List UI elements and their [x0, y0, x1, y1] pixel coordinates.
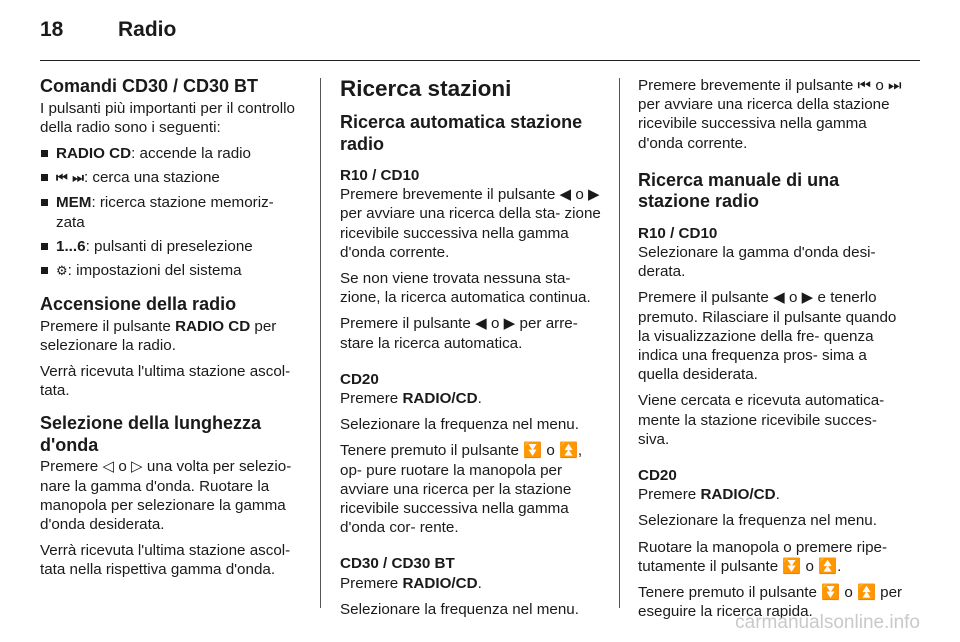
band-paragraph: Premere ◁ o ▷ una volta per selezio- nare la gamma d'onda. Ruotare la manopola per selezionare la gamma d'onda desiderata. — [40, 458, 292, 534]
power-paragraph-2: Verrà ricevuta l'ultima stazione ascol- tata. — [40, 363, 291, 400]
page-header — [40, 18, 920, 48]
manual-cd20-paragraph-1: Premere RADIO/CD. — [638, 486, 780, 504]
manual-cd20-paragraph-2: Selezionare la frequenza nel menu. — [638, 512, 877, 530]
cd30-continued-paragraph: Premere brevemente il pulsante ⏮ o ⏭ per avviare una ricerca della stazione ricevibile successiva nella gamma d'onda corrente. — [638, 77, 902, 152]
header-rule — [40, 60, 920, 61]
model-heading-cd20: CD20 — [638, 467, 677, 485]
r10-paragraph-2: Se non viene trovata nessuna sta- zione, la ricerca automatica continua. — [340, 270, 591, 307]
list-item — [40, 237, 305, 256]
r10-paragraph-1: Premere brevemente il pulsante ◀ o ▶ per avviare una ricerca della sta- zione ricevibile successiva nella gamma d'onda corrente. — [340, 186, 601, 261]
list-item — [40, 168, 305, 188]
subsection-auto-search: Ricerca automatica stazione radio — [340, 112, 583, 154]
controls-list — [40, 144, 305, 281]
model-heading-cd20: CD20 — [340, 370, 379, 388]
power-paragraph: Premere il pulsante RADIO CD per selezionare la radio. — [40, 317, 277, 354]
manual-cd20-paragraph-3: Ruotare la manopola o premere ripe- tutamente il pulsante ⏬ o ⏫. — [638, 538, 888, 575]
manual-cd20-paragraph-4: Tenere premuto il pulsante ⏬ o ⏫ per eseguire la ricerca rapida. — [638, 584, 903, 621]
controls-intro: I pulsanti più importanti per il controllo della radio sono i seguenti: — [40, 99, 295, 136]
model-heading-cd30: CD30 / CD30 BT — [340, 555, 455, 573]
cd20-paragraph-1: Premere RADIO/CD. — [340, 390, 482, 408]
button-label: 1...6 — [56, 237, 86, 255]
cd30-paragraph-1: Premere RADIO/CD. — [340, 574, 482, 592]
subsection-manual-search: Ricerca manuale di una stazione radio — [638, 169, 840, 212]
cd30-paragraph-2: Selezionare la frequenza nel menu. — [340, 600, 579, 618]
item-text: : ricerca stazione memoriz- zata — [56, 194, 274, 231]
model-heading-r10: R10 / CD10 — [638, 224, 718, 242]
manual-r10-paragraph-1: Selezionare la gamma d'onda desi- derata. — [638, 244, 876, 281]
section-title-band: Selezione della lunghezza d'onda — [40, 413, 262, 455]
column-divider-2 — [619, 78, 620, 608]
item-text: : accende la radio — [131, 144, 251, 162]
section-title-controls: Comandi CD30 / CD30 BT — [40, 76, 259, 96]
item-text: : impostazioni del sistema — [67, 261, 242, 279]
model-heading-r10: R10 / CD10 — [340, 167, 420, 184]
page-title: Radio — [118, 18, 177, 41]
list-item — [40, 261, 305, 281]
bullet-icon — [41, 243, 48, 250]
watermark: carmanualsonline.info — [735, 612, 920, 633]
column-divider-1 — [320, 78, 321, 608]
settings-icon: ⚙ — [56, 263, 68, 279]
manual-r10-paragraph-2: Premere il pulsante ◀ o ▶ e tenerlo premuto. Rilasciare il pulsante quando la visualizzazione della fre- quenza indica una frequenza pros- sima a quella desiderata. — [638, 289, 897, 384]
button-label: MEM — [56, 194, 92, 212]
bullet-icon — [41, 199, 48, 206]
page-number: 18 — [40, 18, 64, 41]
column-1 — [40, 76, 305, 587]
column-2 — [340, 76, 605, 626]
section-title-power: Accensione della radio — [40, 294, 237, 315]
seek-icons: ⏮ ⏭ — [56, 171, 84, 187]
list-item — [40, 144, 305, 163]
section-title-station-search: Ricerca stazioni — [340, 76, 512, 101]
r10-paragraph-3: Premere il pulsante ◀ o ▶ per arre- stare la ricerca automatica. — [340, 315, 578, 352]
band-paragraph-2: Verrà ricevuta l'ultima stazione ascol- tata nella rispettiva gamma d'onda. — [40, 542, 291, 579]
cd20-paragraph-3: Tenere premuto il pulsante ⏬ o ⏫, op- pure ruotare la manopola per avviare una ricerca per la stazione ricevibile successiva nella gamma d'onda cor- rente. — [340, 442, 583, 537]
manual-r10-paragraph-3: Viene cercata e ricevuta automatica- mente la stazione ricevibile succes- siva. — [638, 392, 885, 448]
cd20-paragraph-2: Selezionare la frequenza nel menu. — [340, 416, 579, 434]
list-item — [40, 193, 305, 231]
column-3 — [638, 76, 903, 628]
item-text: : pulsanti di preselezione — [85, 237, 253, 255]
bullet-icon — [41, 174, 48, 181]
bullet-icon — [41, 150, 48, 157]
item-text: : cerca una stazione — [83, 169, 220, 187]
bullet-icon — [41, 267, 48, 274]
button-label: RADIO CD — [56, 144, 132, 162]
